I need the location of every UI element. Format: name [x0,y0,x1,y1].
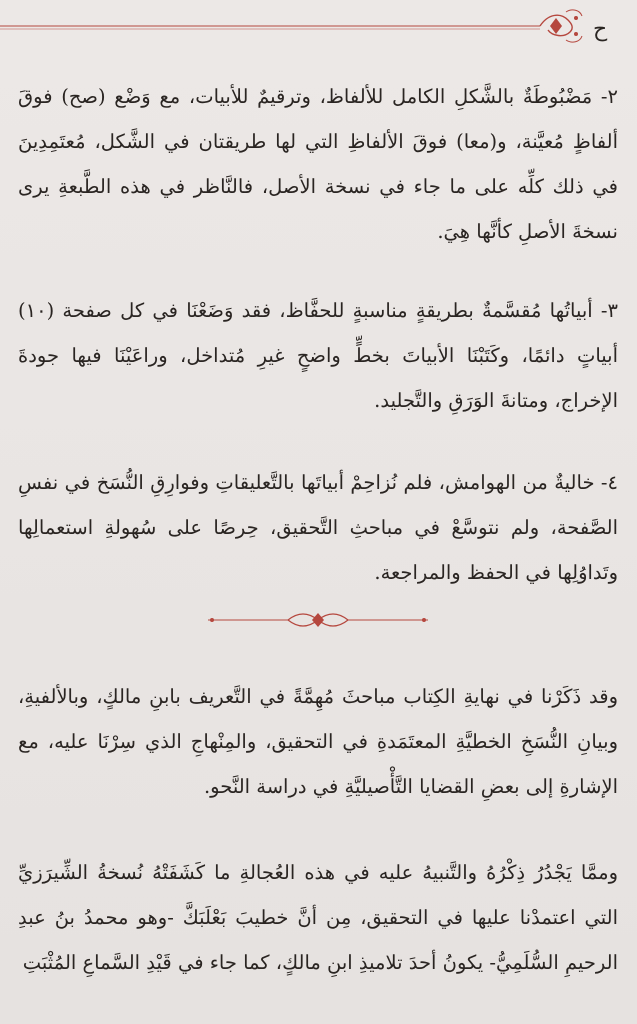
list-item-4: ٤- خاليةٌ من الهوامش، فلم نُزاحِمْ أبياتَها بالتَّعليقاتِ وفوارِقِ النُّسَخ في نفسِ الصَّفحة، ولم نتوسَّعْ في مباحثِ التَّحقيق، حِرصًا على سُهولةِ استعمالِها وتَداوُلِها في الحفظ والمراجعة. [18,471,618,584]
floral-ornament-icon [0,6,590,46]
ornamental-divider-icon [208,608,428,632]
page-number: ح [593,17,608,42]
list-item-3: ٣- أبياتُها مُقسَّمةٌ بطريقةٍ مناسبةٍ للحفَّاظ، فقد وَضَعْنَا في كل صفحة (١٠) أبياتٍ دائمًا، وكَتَبْنَا الأبياتَ بخطٍّ واضحٍ غيرِ مُتداخل، وراعَيْنَا فيها جودةَ الإخراج، ومتانةَ الوَرَقِ والتَّجليد. [18,299,618,412]
paragraph-shirazi-note: وممَّا يَجْدُرُ ذِكْرُهُ والتَّنبيهُ عليه في هذه العُجالةِ ما كَشَفَتْهُ نُسخةُ الشِّيرَزيِّ التي اعتمدْنا عليها في التحقيق، مِن أنَّ خطيبَ بَعْلَبَكَّ -وهو محمدُ بنُ عبدِ الرحيمِ السُّلَمِيُّ- يكونُ أحدَ تلاميذِ ابنِ مالكٍ، كما جاء في قَيْدِ السَّماعِ المُثْبَتِ [18,861,618,974]
list-item-2: ٢- مَضْبُوطَةٌ بالشَّكلِ الكامل للألفاظ، وترقيمٌ للأبيات، مع وَضْع (صح) فوقَ ألفاظٍ مُعيَّنة، و(معا) فوقَ الألفاظِ التي لها طريقتان في الشَّكل، مُعتَمِدِينَ في ذلك كلِّه على ما جاء في نسخة الأصل، فالنَّاظر في هذه الطَّبعةِ يرى نسخةَ الأصلِ كأنَّها هِيَ. [18,85,618,243]
paragraph-appendix-note: وقد ذَكَرْنا في نهايةِ الكِتاب مباحثَ مُهِمَّةً في التَّعريف بابنِ مالكٍ، وبالألفيةِ، وبيانِ النُّسَخِ الخطيَّةِ المعتَمَدةِ في التحقيق، والمِنْهاجِ الذي سِرْنَا عليه، مع الإشارةِ إلى بعضِ القضايا التَّأْصيليَّةِ في دراسة النَّحو. [18,685,618,798]
